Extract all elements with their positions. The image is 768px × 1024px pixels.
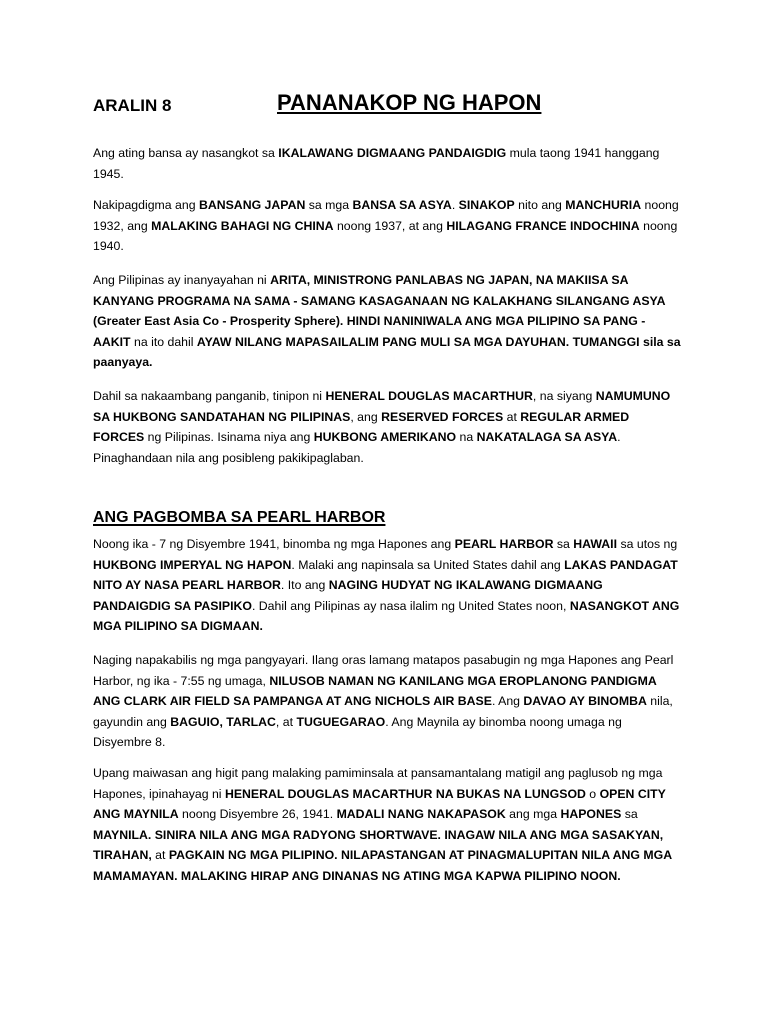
paragraph-japan-conquests [93,195,683,257]
emphasized-text: HUKBONG AMERIKANO [313,430,457,444]
emphasized-text: NAMUMUNO SA HUKBONG SANDATAHAN NG PILIPINAS [93,389,671,424]
body-text: Naging napakabilis ng mga pangyayari. Ilang oras lamang matapos pasabugin ng mga Hapones ang Pearl Harbor, ng ika - 7:55 ng umaga, [93,653,674,688]
body-text: . Pinaghandaan nila ang posibleng pakikipaglaban. [93,430,621,465]
emphasized-text: NASANGKOT ANG MGA PILIPINO SA DIGMAAN. [93,598,680,633]
body-text: Ang Pilipinas ay inanyayahan ni [93,273,271,287]
emphasized-text: NAGING HUDYAT NG IKALAWANG DIGMAANG PANDAIGDIG SA PASIPIKO [93,578,603,613]
page-title: PANANAKOP NG HAPON [277,90,542,115]
emphasized-text: BANSA SA ASYA [352,198,452,212]
emphasized-text: HILAGANG FRANCE INDOCHINA [446,218,640,233]
body-text: noong 1932, ang [93,198,679,233]
emphasized-text: HAPONES [560,807,622,821]
body-text: . Dahil ang Pilipinas ay nasa ilalim ng United States noon, [251,598,570,613]
emphasized-text: REGULAR ARMED FORCES [93,409,630,444]
body-text: o [585,786,600,801]
paragraph-macarthur-forces [93,386,683,468]
emphasized-text: SINAKOP [458,198,515,212]
body-text: Ang ating bansa ay nasangkot sa [93,146,279,160]
paragraph-pearl-harbor [93,534,683,637]
body-text: na ito dahil [130,334,197,349]
page-header [93,90,683,122]
body-text: na [456,430,477,444]
paragraph-open-city [93,763,683,886]
body-text: ng Pilipinas. Isinama niya ang [144,430,314,444]
body-text: , ang [350,409,382,424]
body-text: at [151,848,169,862]
emphasized-text: DAVAO AY BINOMBA [523,694,647,708]
emphasized-text: BANSANG JAPAN [198,198,306,212]
emphasized-text: HENERAL DOUGLAS MACARTHUR NA BUKAS NA LUNGSOD [224,786,586,801]
emphasized-text: PEARL HARBOR [454,537,554,551]
body-text: . Ito ang [280,578,329,592]
emphasized-text: HAWAII [573,537,618,551]
section-title: ANG PAGBOMBA SA PEARL HARBOR [93,509,386,526]
emphasized-text: HUKBONG IMPERYAL NG HAPON [93,557,292,572]
body-text: sa mga [305,198,353,212]
body-text: sa [621,807,638,821]
lesson-label: ARALIN 8 [93,96,172,115]
emphasized-text: OPEN CITY ANG MAYNILA [93,786,666,821]
emphasized-text: MADALI NANG NAKAPASOK [336,807,506,821]
body-text: sa utos ng [617,537,678,551]
emphasized-text: HENERAL DOUGLAS MACARTHUR [325,389,533,403]
body-text: Dahil sa nakaambang panganib, tinipon ni [93,389,326,403]
emphasized-text: MANCHURIA [565,198,642,212]
body-text: . [451,198,459,212]
body-text: at [503,409,521,424]
emphasized-text: MAYNILA. SINIRA NILA ANG MGA RADYONG SHORTWAVE. INAGAW NILA ANG MGA SASAKYAN, TIRAHAN, [93,827,664,862]
paragraph-intro [93,143,683,184]
body-text: ang mga [505,807,561,821]
paragraph-arita-invitation [93,270,683,373]
body-text: , at [275,714,297,729]
body-text: . Malaki ang napinsala sa United States dahil ang [291,557,565,572]
body-text: sa [553,537,574,551]
emphasized-text: ARITA, MINISTRONG PANLABAS NG JAPAN, NA MAKIISA SA KANYANG PROGRAMA NA SAMA - SAMANG KASAGANAAN NG KALAKHANG SILANGANG ASYA (Greater East Asia Co - Prosperity Sphere). HINDI NANINIWALA ANG MGA PILIPINO SA PANG - AAKIT [93,273,666,349]
body-text: . Ang Maynila ay binomba noong umaga ng Disyembre 8. [93,714,622,749]
body-text: noong 1940. [93,218,678,253]
emphasized-text: NILUSOB NAMAN NG KANILANG MGA EROPLANONG PANDIGMA ANG CLARK AIR FIELD SA PAMPANGA AT ANG NICHOLS AIR BASE [93,673,657,708]
body-text: Nakipagdigma ang [93,198,199,212]
body-text: , na siyang [532,389,596,403]
body-text: nila, gayundin ang [93,694,673,729]
emphasized-text: AYAW NILANG MAPASAILALIM PANG MULI SA MGA DAYUHAN. TUMANGGI sila sa paanyaya. [93,334,681,369]
body-text: Noong ika - 7 ng Disyembre 1941, binomba ng mga Hapones ang [93,537,455,551]
body-text: Upang maiwasan ang higit pang malaking pamiminsala at pansamantalang matigil ang paglusob ng mga Hapones, ipinahayag ni [93,766,663,801]
emphasized-text: BAGUIO, TARLAC [170,714,276,729]
body-text: nito ang [514,198,566,212]
body-text: mula taong 1941 hanggang 1945. [93,146,660,181]
body-text: noong 1937, at ang [333,218,447,233]
emphasized-text: RESERVED FORCES [381,409,504,424]
body-text: noong Disyembre 26, 1941. [178,807,337,821]
emphasized-text: TUGUEGARAO [296,714,386,729]
paragraph-air-attacks [93,650,683,753]
emphasized-text: IKALAWANG DIGMAANG PANDAIGDIG [278,146,507,160]
emphasized-text: NAKATALAGA SA ASYA [476,430,618,444]
emphasized-text: MALAKING BAHAGI NG CHINA [151,218,334,233]
emphasized-text: PAGKAIN NG MGA PILIPINO. NILAPASTANGAN AT PINAGMALUPITAN NILA ANG MGA MAMAMAYAN. MALAKING HIRAP ANG DINANAS NG ATING MGA KAPWA PILIPINO NOON. [93,848,672,883]
emphasized-text: LAKAS PANDAGAT NITO AY NASA PEARL HARBOR [93,557,678,592]
body-text: . Ang [491,694,524,708]
